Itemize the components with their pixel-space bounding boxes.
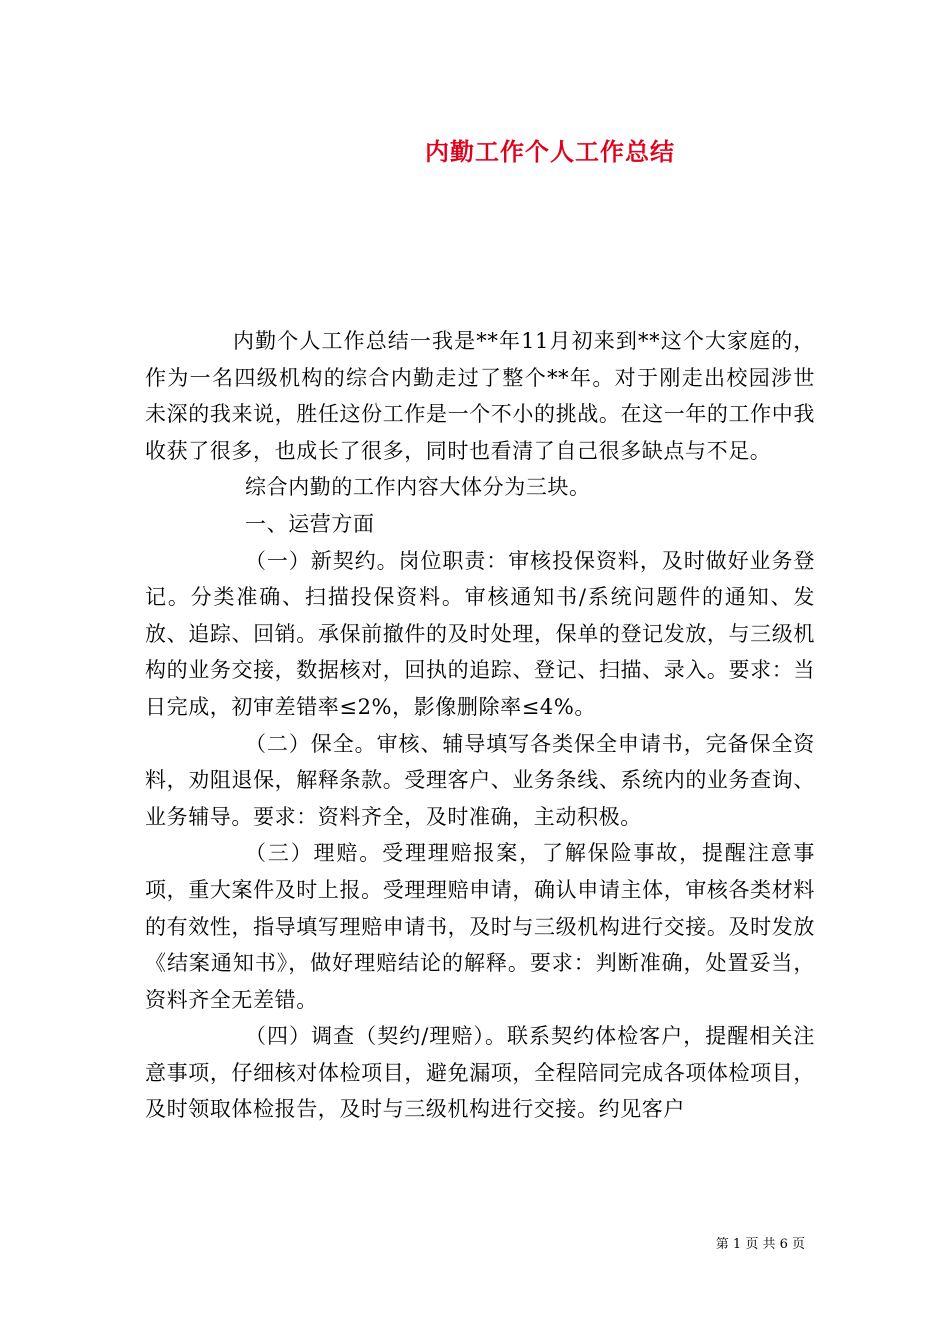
- paragraph-preservation: （二）保全。审核、辅导填写各类保全申请书，完备保全资料，劝阻退保，解释条款。受理客户、业务条线、系统内的业务查询、业务辅导。要求：资料齐全，及时准确，主动积极。: [145, 731, 815, 829]
- paragraph-investigation: （四）调查（契约/理赔）。联系契约体检客户，提醒相关注意事项，仔细核对体检项目，避免漏项，全程陪同完成各项体检项目，及时领取体检报告，及时与三级机构进行交接。约见客户: [145, 1024, 815, 1122]
- section-heading-operations: 一、运营方面: [245, 511, 375, 536]
- paragraph-new-contract: （一）新契约。岗位职责：审核投保资料，及时做好业务登记。分类准确、扫描投保资料。审核通知书/系统问题件的通知、发放、追踪、回销。承保前撤件的及时处理，保单的登记发放，与三级机构的业务交接，数据核对，回执的追踪、登记、扫描、录入。要求：当日完成，初审差错率≤2%，影像删除率≤4%。: [145, 548, 815, 719]
- paragraph-intro: 内勤个人工作总结一我是**年11月初来到**这个大家庭的，作为一名四级机构的综合内勤走过了整个**年。对于刚走出校园涉世未深的我来说，胜任这份工作是一个不小的挑战。在这一年的工作中我收获了很多，也成长了很多，同时也看清了自己很多缺点与不足。: [145, 329, 815, 463]
- paragraph-overview: 综合内勤的工作内容大体分为三块。: [245, 475, 591, 500]
- paragraph-claims: （三）理赔。受理理赔报案，了解保险事故，提醒注意事项，重大案件及时上报。受理理赔申请，确认申请主体，审核各类材料的有效性，指导填写理赔申请书，及时与三级机构进行交接。及时发放《结案通知书》，做好理赔结论的解释。要求：判断准确，处置妥当，资料齐全无差错。: [145, 841, 815, 1012]
- page-number-footer: 第 1 页 共 6 页: [715, 1237, 805, 1252]
- document-body: [145, 323, 815, 1128]
- page-title: 内勤工作个人工作总结: [425, 138, 675, 166]
